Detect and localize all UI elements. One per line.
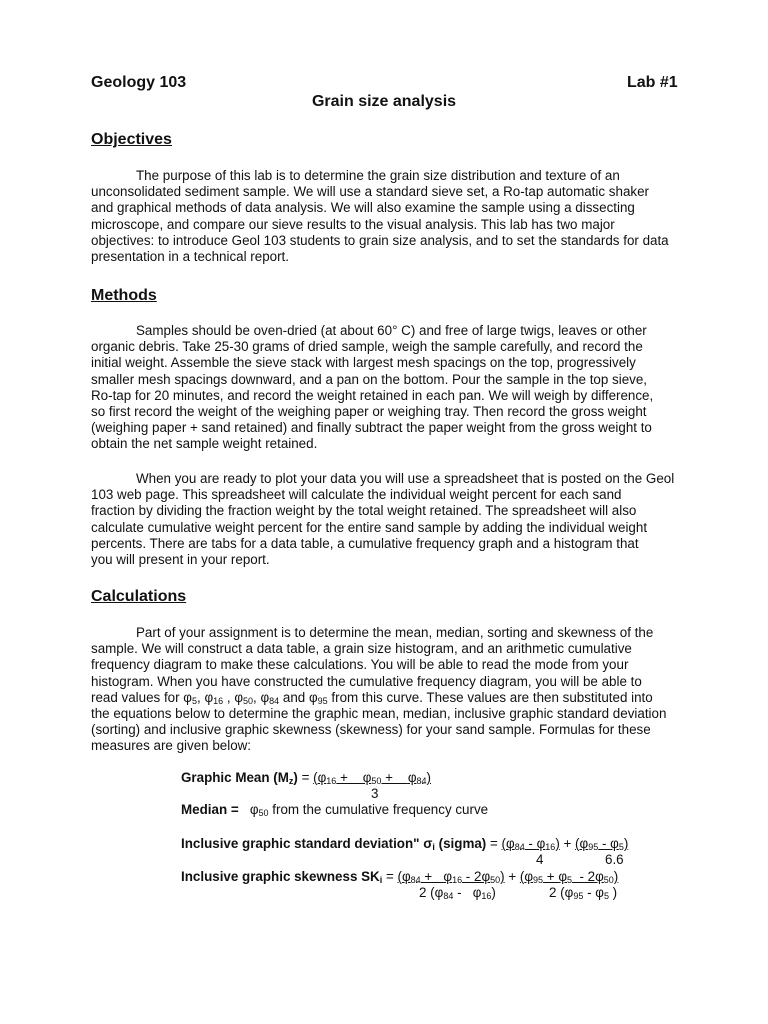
text-line: (weighing paper + sand retained) and finally subtract the paper weight from the gross weight to [91,420,652,436]
text-line: histogram. When you have constructed the cumulative frequency diagram, you will be able to [91,673,642,689]
text-line: fraction by dividing the fraction weight by the total weight retained. The spreadsheet will also [91,503,637,519]
text-line: initial weight. Assemble the sieve stack with largest mesh spacings on the top, progressively [91,355,636,371]
skewness-denominator-1: 2 $(\varphi_{84} - \varphi_{16})$ [419,885,496,901]
text-line: the equations below to determine the graphic mean, median, inclusive graphic standard deviation [91,706,667,722]
graphic-mean-denominator: 3 [371,786,379,801]
calculations-heading: Calculations [91,588,187,605]
text-line: obtain the net sample weight retained. [91,436,318,452]
text-line: Samples should be oven-dried (at about 60° C) and free of large twigs, leaves or other [136,323,647,338]
text-line: organic debris. Take 25-30 grams of dried sample, weigh the sample carefully, and record the [91,339,643,355]
text-line: sample. We will construct a data table, a grain size histogram, and an arithmetic cumulative [91,641,632,657]
methods-paragraph-1 [91,323,691,453]
objectives-paragraph [91,168,691,265]
standard-deviation-formula: Inclusive graphic standard deviation" $\sigma_i$ (sigma) = $(\varphi_{84} - \varphi_{16}) + (\varphi_{95} - \varphi_5)$ [181,836,629,852]
text-line: so first record the weight of the weighing paper or weighing tray. Then record the gross weight [91,404,647,420]
calculations-paragraph [91,625,691,755]
text-line: (sorting) and inclusive graphic skewness (skewness) for your sand sample. Formulas for these [91,722,651,738]
median-formula: Median = $\varphi_{50}$ from the cumulative frequency curve [181,802,489,818]
text-line: calculate cumulative weight percent for the entire sand sample by adding the individual weight [91,519,648,535]
text-line: measures are given below: [91,738,252,754]
text-line: presentation in a technical report. [91,249,290,265]
text-line: smaller mesh spacings downward, and a pan on the bottom. Pour the sample in the top sieve, [91,371,648,387]
text-line: When you are ready to plot your data you will use a spreadsheet that is posted on the Geol [136,471,675,486]
text-line-phi-values: read values for $\varphi_5$, $\varphi_{16}$ , $\varphi_{50}$, $\varphi_{84}$ and $\varphi_{95}$ from this curve. These values are then substituted into [91,689,653,706]
text-line: percents. There are tabs for a data table, a cumulative frequency graph and a histogram that [91,535,639,551]
graphic-mean-formula: Graphic Mean $(M_z) = (\varphi_{16}$ + $\varphi_{50}$ + $\varphi_{84}$) [181,770,432,786]
text-line: objectives: to introduce Geol 103 students to grain size analysis, and to set the standards for data [91,232,669,248]
text-line: and graphical methods of data analysis. We will also examine the sample using a dissecting [91,200,635,216]
text-line: you will present in your report. [91,552,270,568]
skewness-denominator-2: 2 ($\varphi_{95} - \varphi_5$ ) [549,885,618,901]
course-title: Geology 103 [91,74,187,91]
lab-number: Lab #1 [627,74,678,91]
methods-heading: Methods [91,287,157,304]
methods-paragraph-2 [91,471,691,568]
text-line: Part of your assignment is to determine the mean, median, sorting and skewness of the [136,625,654,640]
standard-deviation-denominator-1: 4 [536,852,544,867]
text-line: unconsolidated sediment sample. We will use a standard sieve set, a Ro-tap automatic shaker [91,184,649,200]
text-line: 103 web page. This spreadsheet will calculate the individual weight percent for each sand [91,487,622,503]
text-line: The purpose of this lab is to determine the grain size distribution and texture of an [136,168,620,183]
standard-deviation-denominator-2: 6.6 [605,852,624,867]
text-line: Ro-tap for 20 minutes, and record the weight retained in each pan. We will weigh by difference, [91,387,654,403]
document-title: Grain size analysis [311,93,457,110]
objectives-heading: Objectives [91,131,172,148]
skewness-formula: Inclusive graphic skewness $SK_i = (\varphi_{84} + \varphi_{16} - 2\varphi_{50}) + (\varphi_{95} + \varphi_5 - 2\varphi_{50})$ [181,869,619,885]
text-line: microscope, and compare our sieve results to the visual analysis. This lab has two major [91,216,615,232]
text-line: frequency diagram to make these calculations. You will be able to read the mode from your [91,657,629,673]
